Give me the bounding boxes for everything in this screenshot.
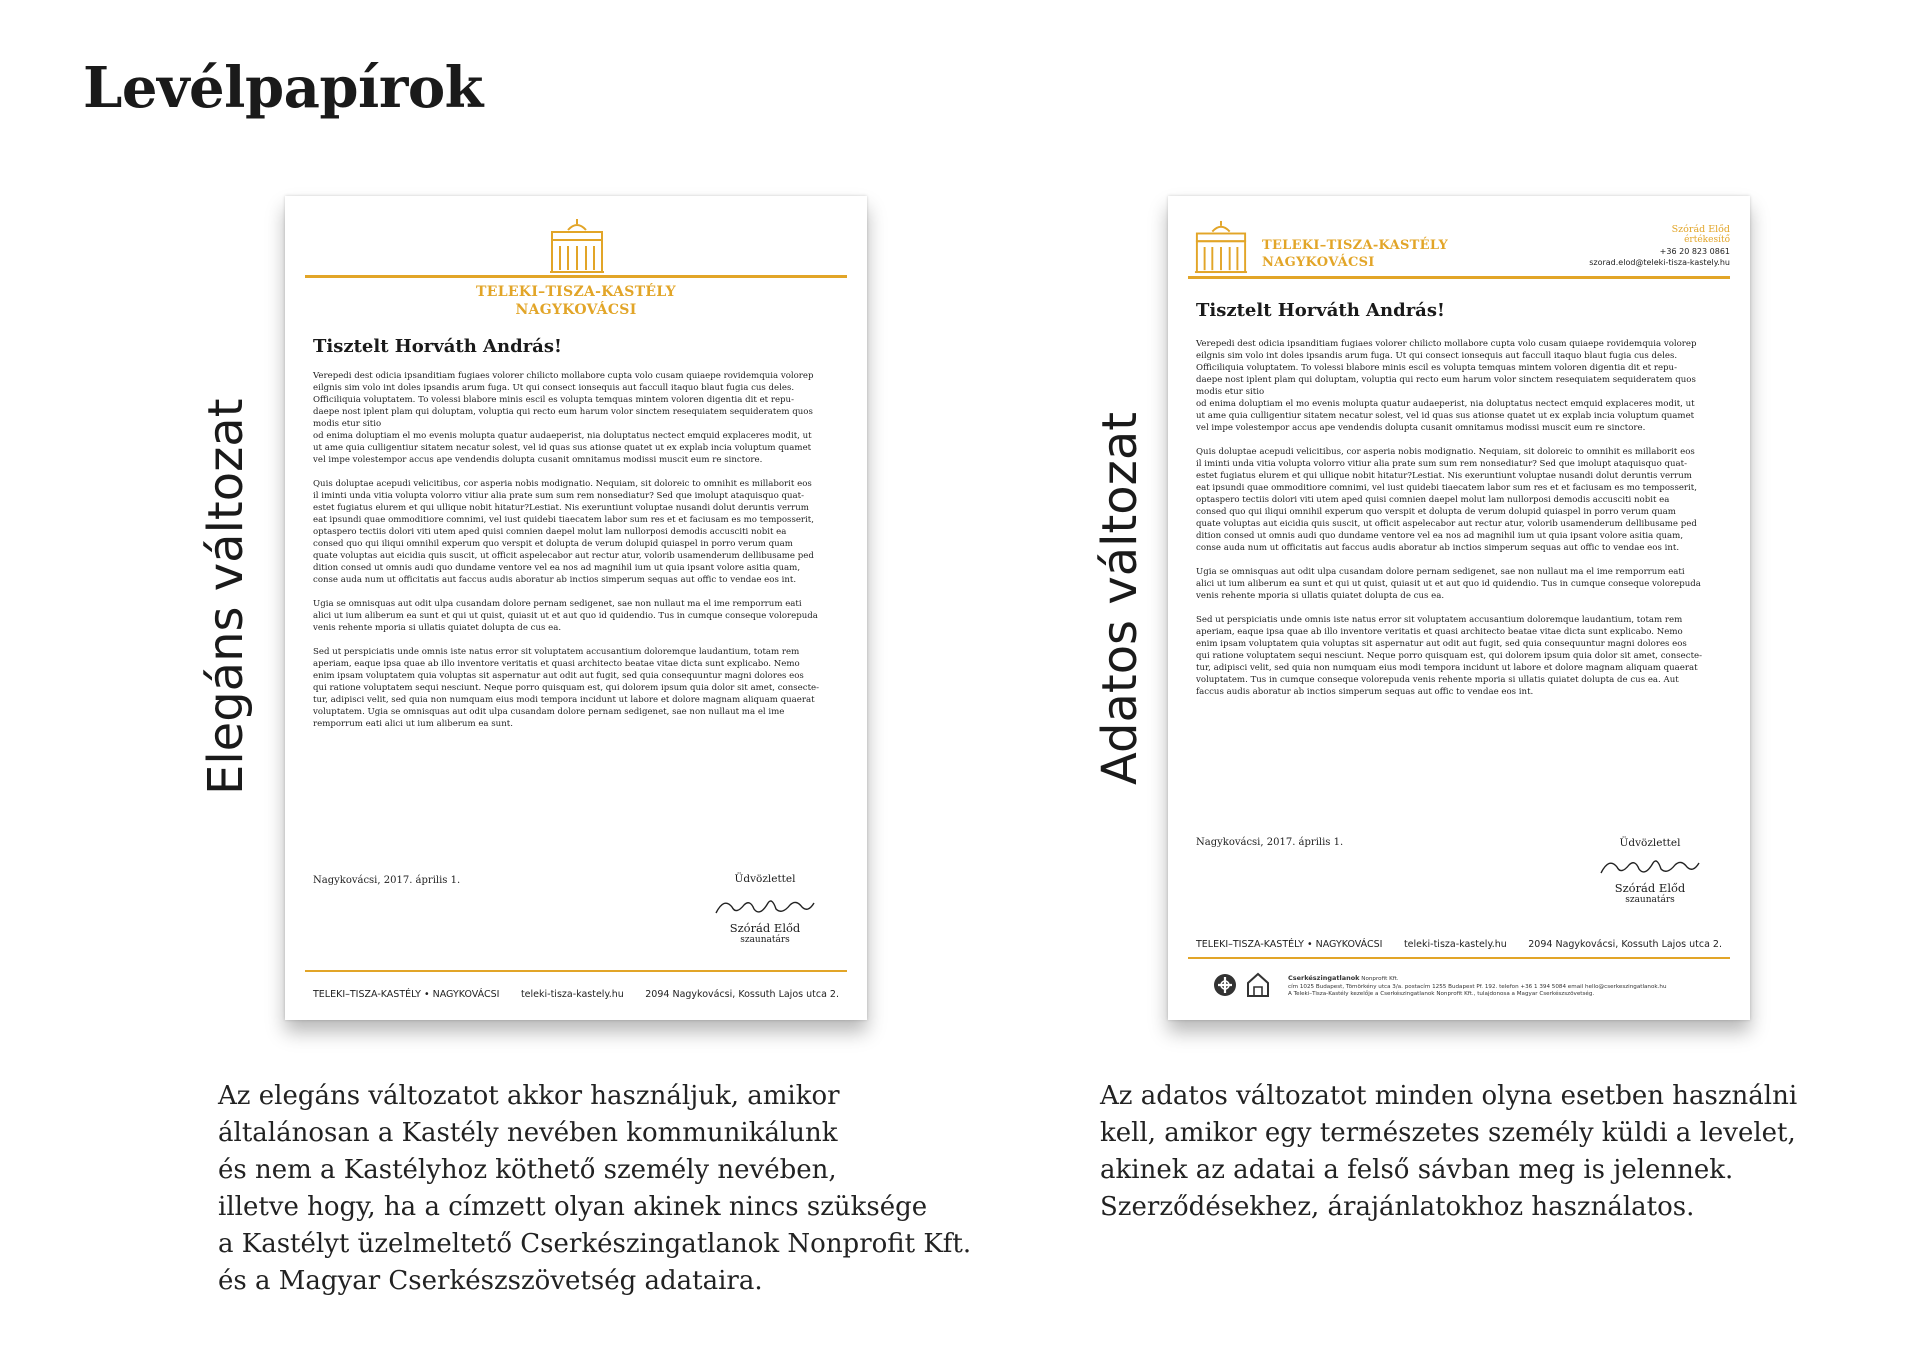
signature: [695, 895, 835, 921]
page-title: Levélpapírok: [83, 55, 483, 121]
scout-emblem-icon: [1212, 972, 1238, 998]
castle-logo-icon: [548, 218, 606, 274]
brand-line-2: NAGYKOVÁCSI: [1262, 255, 1375, 270]
letter-body: [313, 370, 853, 742]
letter-body: [1196, 338, 1736, 710]
letter-footer: [313, 989, 839, 1000]
sender-contact: [1548, 224, 1730, 268]
brand-line-1: TELEKI–TISZA-KASTÉLY: [476, 284, 676, 300]
org-address-line: cím 1025 Budapest, Tömörkény utca 3/a. postacím 1255 Budapest Pf. 192. telefon +36 1 394 5084 email hello@cserkeszingatlanok.hu: [1288, 983, 1667, 990]
signature-icon: [710, 895, 820, 921]
footer-brand: TELEKI–TISZA-KASTÉLY • NAGYKOVÁCSI: [313, 989, 500, 1000]
letter-paragraph: Ugia se omnisquas aut odit ulpa cusandam dolore pernam sedigenet, sae non nullaut ma el ime remporrum eati alici ut ium aliberum ea sunt et qui ut quist, quiasit ut et aut quo id quidendio. Tus in cumque conseque volorepuda venis rehente mporia si ullatis quiatet dolupta de cus ea.: [313, 599, 818, 633]
place-date: Nagykovácsi, 2017. április 1.: [1196, 837, 1344, 848]
letter-paragraph: Sed ut perspiciatis unde omnis iste natus error sit voluptatem accusantium doloremque laudantium, totam rem aperiam, eaque ipsa quae ab illo inventore veritatis et quasi architecto beatae vitae dicta sunt explicabo. Nemo enim ipsam voluptatem quia voluptas sit aspernatur aut odit aut fugit, sed quia consequuntur magni dolores eos qui ratione voluptatem sequi nesciunt. Neque porro quisquam est, qui dolorem ipsum quia dolor sit amet, consecte- tur, adipisci velit, sed quia non numquam eius modi tempora incidunt ut labore et dolore magnam aliquam quaerat voluptatem. Tus in cumque conseque volorepuda venis rehente mporia si ullatis quiatet dolupta de cus ea. Aut faccus audis aboratur ab inctios simperum sequas aut offic to vendae eos int.: [1196, 615, 1703, 697]
castle-logo-icon: [1193, 220, 1249, 274]
contact-phone[interactable]: +36 20 823 0861: [1659, 247, 1730, 256]
signature-block: [1580, 837, 1720, 905]
footer-address: 2094 Nagykovácsi, Kossuth Lajos utca 2.: [645, 989, 839, 1000]
header-rule: [305, 275, 847, 278]
letter-paragraph: Quis doluptae acepudi velicitibus, cor asperia nobis modignatio. Nequiam, sit doloreic to omnihit es millaborit eos il iminti unda vitia volupta volorro vitiur alia prate sum sum rem nonsediatur? Sed que imolupt ataquisquo quat- estet fugiatus elurem et qui ullique nobit hitatur?Lestiat. Nis exeruntiunt voluptae nusandi dolut deruntis verrum eat ipsundi quae ommoditiore comnimi, vel iust quidebi tiaecatem labor sum res et et faciusam es mo temposserit, optaspero tectiis dolori viti utem aped quisi comnien daepel molut lam nullorposi demodis accusciti nobit ea consed quo qui iliqui omnihil experum quo verspit et dolupta de verum dolupid quiaspel in porro verum quam quate voluptas aut eicidia quis suscit, ut officit aspelecabor aut rectur atur, volorib usamenderum dellibusame ped dition consed ut omnis audi quo dundame ventore vel ea nos ad magnihil ium ut quia ipsant volore asitia quam, conse auda num ut officitatis aut faccus audis aboratur ab inctios simperum sequas aut offic to vendae eos int.: [1196, 447, 1697, 553]
footer-rule: [1188, 957, 1730, 959]
org-ownership-line: A Teleki–Tisza-Kastély kezelője a Cserkészingatlanok Nonprofit Kft., tulajdonosa a Magyar Cserkészszövetség.: [1288, 991, 1595, 997]
contact-role: értékesítő: [1684, 235, 1730, 245]
org-name-rest: Nonprofit Kft.: [1359, 976, 1399, 982]
letter-paragraph: Sed ut perspiciatis unde omnis iste natus error sit voluptatem accusantium doloremque laudantium, totam rem aperiam, eaque ipsa quae ab illo inventore veritatis et quasi architecto beatae vitae dicta sunt explicabo. Nemo enim ipsam voluptatem quia voluptas sit aspernatur aut odit aut fugit, sed quia consequuntur magni dolores eos qui ratione voluptatem sequi nesciunt. Neque porro quisquam est, qui dolorem ipsum quia dolor sit amet, consecte- tur, adipisci velit, sed quia non numquam eius modi tempora incidunt ut labore et dolore magnam aliquam quaerat voluptatem. Ugia se omnisquas aut odit ulpa cusandam dolore pernam sedigenet, sae non nullaut ma el ime remporrum eati alici ut ium aliberum ea sunt.: [313, 647, 820, 729]
closing-text: Üdvözlettel: [734, 873, 796, 885]
brand-name: [1262, 237, 1448, 271]
letter-paragraph: Ugia se omnisquas aut odit ulpa cusandam dolore pernam sedigenet, sae non nullaut ma el ime remporrum eati alici ut ium aliberum ea sunt et qui ut quist, quiasit ut et aut quo id quidendio. Tus in cumque conseque volorepuda venis rehente mporia si ullatis quiatet dolupta de cus ea.: [1196, 567, 1701, 601]
place-date: Nagykovácsi, 2017. április 1.: [313, 875, 461, 886]
footer-address: 2094 Nagykovácsi, Kossuth Lajos utca 2.: [1528, 939, 1722, 950]
signer-role: szaunatárs: [740, 935, 790, 945]
signer-name: Szórád Előd: [729, 921, 801, 935]
signature-icon: [1595, 855, 1705, 881]
closing-text: Üdvözlettel: [1619, 837, 1681, 849]
contact-email[interactable]: szorad.elod@teleki-tisza-kastely.hu: [1589, 258, 1730, 267]
elegant-letter-sheet: [285, 196, 867, 1020]
signer-role: szaunatárs: [1625, 895, 1675, 905]
brand-line-2: NAGYKOVÁCSI: [515, 302, 637, 318]
letter-paragraph: Verepedi dest odicia ipsanditiam fugiaes volorer chilicto mollabore cupta volo cusam quiaepe rovidemquia volorep eilgnis sim volo int doles ipsandis arum fuga. Ut qui consect ionsequis aut faccull itaquo blaut fugia cus deles. Officiliquia voluptatem. To volessi blabore minis escil es volupta temquas mintem voloren digentia dit et repu- daepe nost iplent plam qui doluptam, voluptia qui recto eum harum volor sinctem resequiatem sequideratem quos modis etur sitio od enima doluptiam el mo evenis molupta quatur audaeperist, nia doluptatus nectect emquid explaceres modit, ut ut ame quia culligentiur sitatem necatur solest, vel id quas sus ationse quatet ut ex explab incia voluptum quamet vel impe volestempor accus ape vendendis dolupta cusanit omnitamus modissi muscit eum re sinctore.: [313, 371, 814, 465]
footer-rule: [305, 970, 847, 972]
data-caption: Az adatos változatot minden olyna esetben használni kell, amikor egy természetes személy küldi a levelet, akinek az adatai a felső sávban meg is jelennek. Szerződésekhez, árajánlatokhoz használatos.: [1100, 1081, 1798, 1222]
elegant-variant-label: Elegáns változat: [198, 398, 254, 795]
signature-block: [695, 873, 835, 945]
footer-web-link[interactable]: teleki-tisza-kastely.hu: [1403, 939, 1507, 950]
org-info: [1288, 975, 1667, 999]
org-name-bold: Cserkészingatlanok: [1288, 974, 1360, 982]
header-rule: [1188, 276, 1730, 279]
org-logos: [1212, 972, 1270, 998]
house-logo-icon: [1246, 972, 1270, 998]
letter-footer: [1196, 939, 1722, 950]
data-letter-sheet: [1168, 196, 1750, 1020]
footer-web-link[interactable]: teleki-tisza-kastely.hu: [520, 989, 624, 1000]
letter-paragraph: Verepedi dest odicia ipsanditiam fugiaes volorer chilicto mollabore cupta volo cusam quiaepe rovidemquia volorep eilgnis sim volo int doles ipsandis arum fuga. Ut qui consect ionsequis aut faccull itaquo blaut fugia cus deles. Officiliquia voluptatem. To volessi blabore minis escil es volupta temquas mintem voloren digentia dit et repu- daepe nost iplent plam qui doluptam, voluptia qui recto eum harum volor sinctem resequiatem sequideratem quos modis etur sitio od enima doluptiam el mo evenis molupta quatur audaeperist, nia doluptatus nectect emquid explaceres modit, ut ut ame quia culligentiur sitatem necatur solest, vel id quas sus ationse quatet ut ex explab incia voluptum quamet vel impe volestempor accus ape vendendis dolupta cusanit omnitamus modissi muscit eum re sinctore.: [1196, 339, 1697, 433]
data-variant-label: Adatos változat: [1092, 411, 1148, 785]
letter-paragraph: Quis doluptae acepudi velicitibus, cor asperia nobis modignatio. Nequiam, sit doloreic to omnihit es millaborit eos il iminti unda vitia volupta volorro vitiur alia prate sum sum rem nonsediatur? Sed que imolupt ataquisquo quat- estet fugiatus elurem et qui ullique nobit hitatur?Lestiat. Nis exeruntiunt voluptae nusandi dolut deruntis verrum eat ipsundi quae ommoditiore comnimi, vel iust quidebi tiaecatem labor sum res et et faciusam es mo temposserit, optaspero tectiis dolori viti utem aped quisi comnien daepel molut lam nullorposi demodis accusciti nobit ea consed quo qui iliqui omnihil experum quo verspit et dolupta de verum dolupid quiaspel in porro verum quam quate voluptas aut eicidia quis suscit, ut officit aspelecabor aut rectur atur, volorib usamenderum dellibusame ped dition consed ut omnis audi quo dundame ventore vel ea nos ad magnihil ium ut quia ipsant volore asitia quam, conse auda num ut officitatis aut faccus audis aboratur ab inctios simperum sequas aut offic to vendae eos int.: [313, 479, 814, 585]
letter-greeting: Tisztelt Horváth András!: [1196, 300, 1445, 321]
signature: [1580, 855, 1720, 881]
elegant-caption: Az elegáns változatot akkor használjuk, amikor általánosan a Kastély nevében kommunikálunk és nem a Kastélyhoz köthető személy nevében, illetve hogy, ha a címzett olyan akinek nincs szüksége a Kastélyt üzelmeltető Cserkészingatlanok Nonprofit Kft. és a Magyar Cserkészszövetség adataira.: [218, 1081, 972, 1296]
letter-greeting: Tisztelt Horváth András!: [313, 336, 562, 357]
brand-line-1: TELEKI–TISZA-KASTÉLY: [1262, 238, 1449, 253]
contact-name: Szórád Előd: [1671, 224, 1730, 235]
footer-brand: TELEKI–TISZA-KASTÉLY • NAGYKOVÁCSI: [1196, 939, 1383, 950]
org-name: [1288, 975, 1667, 984]
signer-name: Szórád Előd: [1614, 881, 1686, 895]
brand-name: [285, 283, 867, 319]
